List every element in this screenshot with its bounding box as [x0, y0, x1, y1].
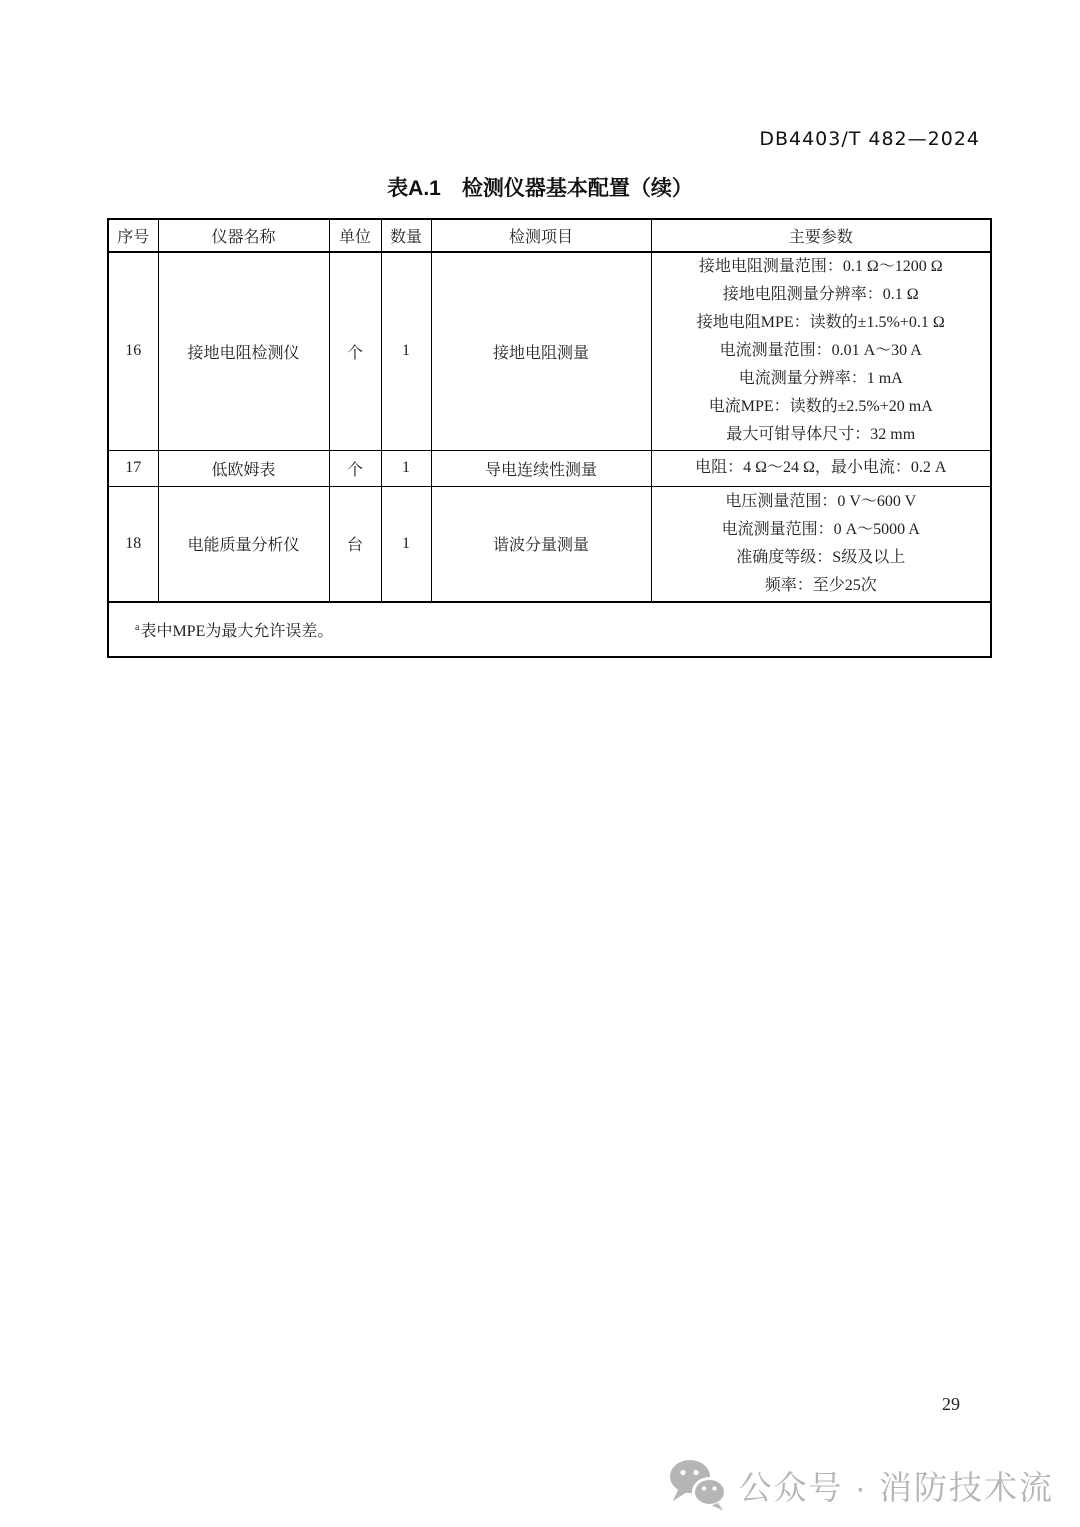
watermark [669, 1459, 1054, 1511]
param-line: 电阻：4 Ω～24 Ω，最小电流：0.2 A [695, 459, 947, 476]
cell-test-item: 导电连续性测量 [431, 450, 651, 486]
cell-unit: 台 [329, 486, 381, 602]
header-instrument-name: 仪器名称 [158, 219, 329, 252]
cell-main-parameters [651, 450, 991, 486]
table-row [108, 252, 991, 450]
doc-code: DB4403/T 482—2024 [759, 128, 980, 150]
param-line: 接地电阻测量分辨率：0.1 Ω [722, 286, 919, 304]
param-line: 接地电阻MPE：读数的±1.5%+0.1 Ω [696, 314, 945, 332]
footnote-cell [108, 602, 991, 657]
cell-unit: 个 [329, 450, 381, 486]
param-line: 电流测量范围：0 A～5000 A [721, 520, 920, 538]
param-line: 准确度等级：S级及以上 [736, 548, 906, 566]
cell-instrument-name: 接地电阻检测仪 [158, 252, 329, 450]
instrument-table [107, 218, 992, 658]
cell-quantity: 1 [381, 450, 431, 486]
param-line: 最大可钳导体尺寸：32 mm [726, 426, 916, 444]
table-row [108, 486, 991, 602]
header-no: 序号 [108, 219, 158, 252]
cell-instrument-name: 低欧姆表 [158, 450, 329, 486]
cell-instrument-name: 电能质量分析仪 [158, 486, 329, 602]
table-body [108, 252, 991, 602]
header-quantity: 数量 [381, 219, 431, 252]
param-line: 电流MPE：读数的±2.5%+20 mA [708, 398, 933, 416]
table-header-row [108, 219, 991, 252]
page-number: 29 [942, 1394, 960, 1414]
cell-quantity: 1 [381, 252, 431, 450]
param-line: 接地电阻测量范围：0.1 Ω～1200 Ω [698, 258, 943, 276]
header-test-item: 检测项目 [431, 219, 651, 252]
param-line: 电流测量范围：0.01 A～30 A [719, 342, 922, 360]
header-unit: 单位 [329, 219, 381, 252]
watermark-label: 公众号 · 消防技术流 [738, 1468, 1054, 1506]
table-title: 表A.1 检测仪器基本配置（续） [387, 177, 693, 200]
cell-no: 18 [108, 486, 158, 602]
header-main-parameters: 主要参数 [651, 219, 991, 252]
table-row [108, 450, 991, 486]
cell-main-parameters [651, 486, 991, 602]
param-line: 频率：至少25次 [764, 576, 877, 594]
param-line: 电流测量分辨率：1 mA [738, 370, 903, 388]
cell-main-parameters [651, 252, 991, 450]
cell-test-item: 接地电阻测量 [431, 252, 651, 450]
cell-unit: 个 [329, 252, 381, 450]
cell-no: 16 [108, 252, 158, 450]
footnote-row [108, 602, 991, 657]
wechat-icon [669, 1459, 727, 1511]
cell-test-item: 谐波分量测量 [431, 486, 651, 602]
footnote-text: 表中MPE为最大允许误差。 [140, 623, 334, 640]
cell-no: 17 [108, 450, 158, 486]
param-line: 电压测量范围：0 V～600 V [725, 492, 917, 510]
footnote-marker: a [135, 621, 140, 633]
cell-quantity: 1 [381, 486, 431, 602]
